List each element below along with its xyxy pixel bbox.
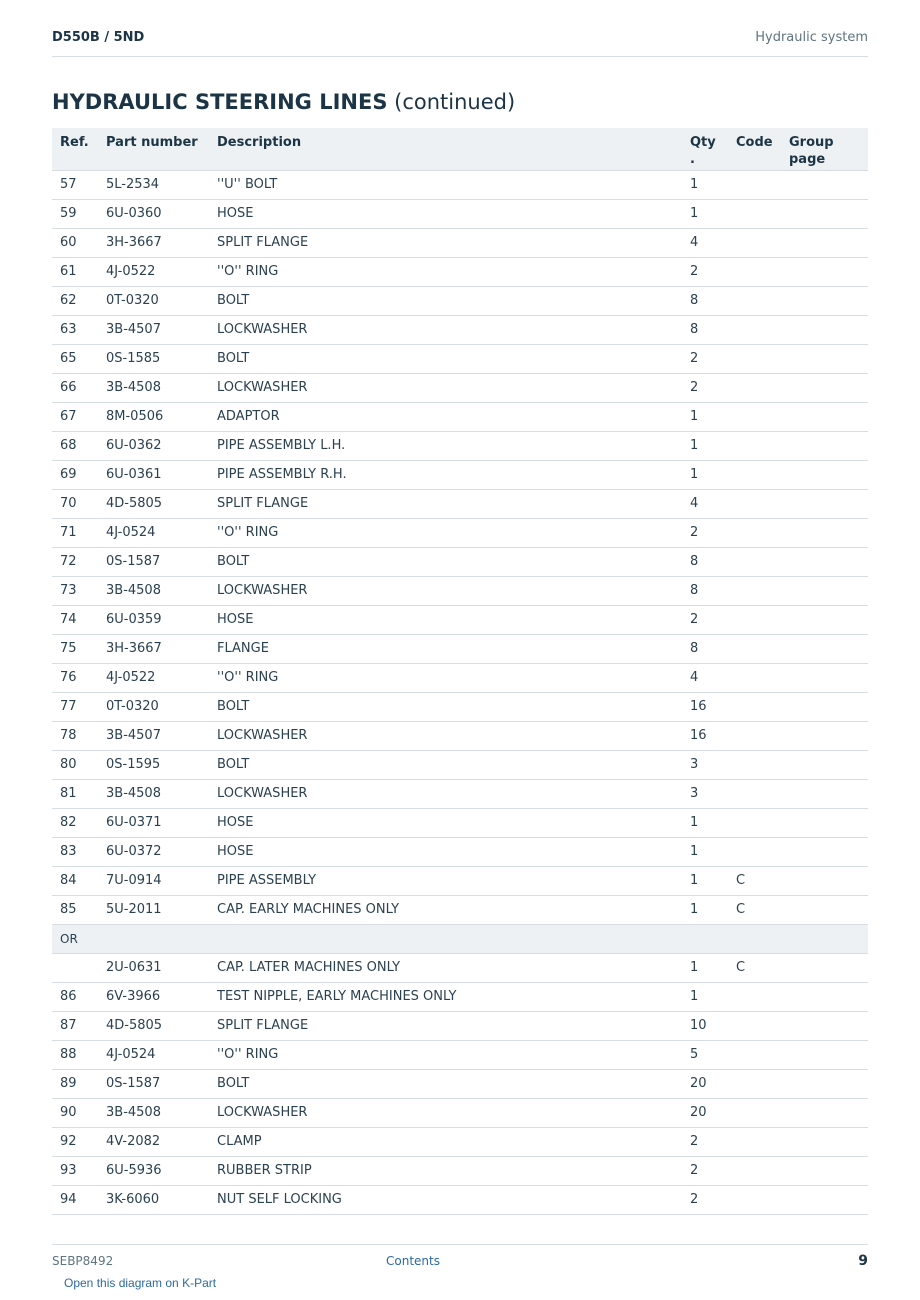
col-group-page: Group page (781, 128, 868, 170)
group-page-cell (781, 808, 868, 837)
code-cell (728, 982, 781, 1011)
code-cell (728, 605, 781, 634)
group-page-cell (781, 547, 868, 576)
table-row (52, 489, 868, 518)
table-row (52, 431, 868, 460)
code-cell (728, 373, 781, 402)
table-row (52, 779, 868, 808)
ref-cell: 68 (52, 431, 98, 460)
qty-cell: 8 (682, 547, 728, 576)
qty-cell: 3 (682, 750, 728, 779)
qty-cell: 1 (682, 837, 728, 866)
ref-cell: 83 (52, 837, 98, 866)
parts-table (52, 128, 868, 1215)
ref-cell: 90 (52, 1098, 98, 1127)
table-row (52, 663, 868, 692)
description-cell: SPLIT FLANGE (209, 1011, 682, 1040)
ref-cell: 87 (52, 1011, 98, 1040)
part-number-cell: 0S-1585 (98, 344, 209, 373)
description-cell: PIPE ASSEMBLY R.H. (209, 460, 682, 489)
part-number-cell: 0S-1595 (98, 750, 209, 779)
description-cell: BOLT (209, 286, 682, 315)
table-row (52, 315, 868, 344)
section-name: Hydraulic system (755, 30, 868, 45)
ref-cell: 67 (52, 402, 98, 431)
part-number-cell: 6V-3966 (98, 982, 209, 1011)
ref-cell: 63 (52, 315, 98, 344)
ref-cell: 69 (52, 460, 98, 489)
table-row (52, 1069, 868, 1098)
title-main: HYDRAULIC STEERING LINES (52, 90, 388, 114)
ref-cell: 80 (52, 750, 98, 779)
table-note-row (52, 924, 868, 953)
table-row (52, 634, 868, 663)
part-number-cell: 6U-0362 (98, 431, 209, 460)
description-cell: LOCKWASHER (209, 315, 682, 344)
code-cell (728, 315, 781, 344)
table-row (52, 750, 868, 779)
group-page-cell (781, 431, 868, 460)
group-page-cell (781, 953, 868, 982)
table-row (52, 953, 868, 982)
group-page-cell (781, 286, 868, 315)
part-number-cell: 0S-1587 (98, 1069, 209, 1098)
description-cell: HOSE (209, 808, 682, 837)
code-cell (728, 576, 781, 605)
qty-cell: 1 (682, 866, 728, 895)
qty-cell: 8 (682, 634, 728, 663)
ref-cell: 81 (52, 779, 98, 808)
code-cell (728, 750, 781, 779)
qty-cell: 1 (682, 808, 728, 837)
description-cell: LOCKWASHER (209, 576, 682, 605)
part-number-cell: 3B-4508 (98, 373, 209, 402)
group-page-cell (781, 1011, 868, 1040)
ref-cell: 74 (52, 605, 98, 634)
qty-cell: 4 (682, 228, 728, 257)
group-page-cell (781, 1127, 868, 1156)
qty-cell: 2 (682, 1156, 728, 1185)
description-cell: CAP. LATER MACHINES ONLY (209, 953, 682, 982)
part-number-cell: 3B-4508 (98, 1098, 209, 1127)
parts-table-header (52, 128, 868, 170)
group-page-cell (781, 895, 868, 924)
part-number-cell: 3H-3667 (98, 634, 209, 663)
kpart-diagram-link[interactable]: Open this diagram on K-Part (64, 1276, 217, 1290)
table-row (52, 1040, 868, 1069)
description-cell: ADAPTOR (209, 402, 682, 431)
code-cell (728, 1069, 781, 1098)
part-number-cell: 6U-0360 (98, 199, 209, 228)
description-cell: HOSE (209, 199, 682, 228)
page-number: 9 (858, 1253, 868, 1269)
group-page-cell (781, 344, 868, 373)
ref-cell: 93 (52, 1156, 98, 1185)
part-number-cell: 4J-0522 (98, 663, 209, 692)
table-row (52, 402, 868, 431)
col-ref: Ref. (52, 128, 98, 170)
code-cell (728, 518, 781, 547)
group-page-cell (781, 692, 868, 721)
code-cell (728, 808, 781, 837)
qty-cell: 1 (682, 199, 728, 228)
part-number-cell: 0T-0320 (98, 286, 209, 315)
group-page-cell (781, 257, 868, 286)
page-title (52, 90, 515, 114)
description-cell: BOLT (209, 750, 682, 779)
part-number-cell: 7U-0914 (98, 866, 209, 895)
code-cell: C (728, 866, 781, 895)
part-number-cell: 0T-0320 (98, 692, 209, 721)
description-cell: NUT SELF LOCKING (209, 1185, 682, 1214)
ref-cell: 72 (52, 547, 98, 576)
table-row (52, 1185, 868, 1214)
part-number-cell: 3B-4507 (98, 315, 209, 344)
part-number-cell: 3H-3667 (98, 228, 209, 257)
code-cell (728, 199, 781, 228)
description-cell: LOCKWASHER (209, 721, 682, 750)
code-cell (728, 1156, 781, 1185)
ref-cell (52, 953, 98, 982)
table-row (52, 547, 868, 576)
description-cell: BOLT (209, 547, 682, 576)
ref-cell: 94 (52, 1185, 98, 1214)
part-number-cell: 4D-5805 (98, 1011, 209, 1040)
description-cell: LOCKWASHER (209, 1098, 682, 1127)
description-cell: HOSE (209, 837, 682, 866)
qty-cell: 2 (682, 1185, 728, 1214)
part-number-cell: 4V-2082 (98, 1127, 209, 1156)
code-cell (728, 402, 781, 431)
ref-cell: 78 (52, 721, 98, 750)
group-page-cell (781, 1156, 868, 1185)
description-cell: HOSE (209, 605, 682, 634)
table-row (52, 228, 868, 257)
part-number-cell: 4D-5805 (98, 489, 209, 518)
qty-cell: 2 (682, 344, 728, 373)
qty-cell: 2 (682, 257, 728, 286)
part-number-cell: 6U-0359 (98, 605, 209, 634)
part-number-cell: 3B-4508 (98, 779, 209, 808)
qty-cell: 3 (682, 779, 728, 808)
title-suffix: (continued) (394, 90, 516, 114)
group-page-cell (781, 1098, 868, 1127)
group-page-cell (781, 315, 868, 344)
qty-cell: 4 (682, 489, 728, 518)
code-cell (728, 228, 781, 257)
description-cell: ''O'' RING (209, 257, 682, 286)
description-cell: LOCKWASHER (209, 779, 682, 808)
group-page-cell (781, 663, 868, 692)
ref-cell: 76 (52, 663, 98, 692)
parts-table-body (52, 170, 868, 1214)
qty-cell: 8 (682, 315, 728, 344)
part-number-cell: 5U-2011 (98, 895, 209, 924)
ref-cell: 89 (52, 1069, 98, 1098)
group-page-cell (781, 576, 868, 605)
group-page-cell (781, 1040, 868, 1069)
part-number-cell: 4J-0524 (98, 1040, 209, 1069)
group-page-cell (781, 750, 868, 779)
ref-cell: 77 (52, 692, 98, 721)
ref-cell: 65 (52, 344, 98, 373)
qty-cell: 1 (682, 953, 728, 982)
machine-model: D550B / 5ND (52, 30, 145, 45)
part-number-cell: 6U-0361 (98, 460, 209, 489)
group-page-cell (781, 837, 868, 866)
group-page-cell (781, 866, 868, 895)
description-cell: BOLT (209, 344, 682, 373)
group-page-cell (781, 199, 868, 228)
table-row (52, 170, 868, 199)
ref-cell: 61 (52, 257, 98, 286)
group-page-cell (781, 228, 868, 257)
code-cell (728, 663, 781, 692)
group-page-cell (781, 721, 868, 750)
group-page-cell (781, 518, 868, 547)
qty-cell: 8 (682, 286, 728, 315)
ref-cell: 66 (52, 373, 98, 402)
description-cell: RUBBER STRIP (209, 1156, 682, 1185)
table-row (52, 692, 868, 721)
code-cell (728, 1185, 781, 1214)
description-cell: CAP. EARLY MACHINES ONLY (209, 895, 682, 924)
qty-cell: 2 (682, 605, 728, 634)
table-row (52, 808, 868, 837)
part-number-cell: 4J-0524 (98, 518, 209, 547)
table-row (52, 605, 868, 634)
page-footer (52, 1244, 868, 1275)
page-header (52, 28, 868, 57)
ref-cell: 62 (52, 286, 98, 315)
qty-cell: 1 (682, 895, 728, 924)
qty-cell: 16 (682, 721, 728, 750)
part-number-cell: 0S-1587 (98, 547, 209, 576)
contents-link[interactable]: Contents (386, 1254, 440, 1268)
table-row (52, 1156, 868, 1185)
code-cell (728, 257, 781, 286)
part-number-cell: 6U-0372 (98, 837, 209, 866)
qty-cell: 10 (682, 1011, 728, 1040)
group-page-cell (781, 605, 868, 634)
code-cell (728, 431, 781, 460)
table-row (52, 1127, 868, 1156)
description-cell: SPLIT FLANGE (209, 489, 682, 518)
part-number-cell: 4J-0522 (98, 257, 209, 286)
qty-cell: 8 (682, 576, 728, 605)
description-cell: BOLT (209, 692, 682, 721)
part-number-cell: 8M-0506 (98, 402, 209, 431)
ref-cell: 71 (52, 518, 98, 547)
part-number-cell: 2U-0631 (98, 953, 209, 982)
col-qty: Qty . (682, 128, 728, 170)
part-number-cell: 6U-5936 (98, 1156, 209, 1185)
qty-cell: 4 (682, 663, 728, 692)
group-page-cell (781, 402, 868, 431)
part-number-cell: 6U-0371 (98, 808, 209, 837)
ref-cell: 75 (52, 634, 98, 663)
ref-cell: 85 (52, 895, 98, 924)
code-cell (728, 286, 781, 315)
qty-cell: 1 (682, 402, 728, 431)
description-cell: ''O'' RING (209, 663, 682, 692)
ref-cell: 70 (52, 489, 98, 518)
group-page-cell (781, 170, 868, 199)
ref-cell: 73 (52, 576, 98, 605)
code-cell (728, 170, 781, 199)
table-row (52, 982, 868, 1011)
col-code: Code (728, 128, 781, 170)
code-cell (728, 721, 781, 750)
code-cell (728, 460, 781, 489)
description-cell: PIPE ASSEMBLY L.H. (209, 431, 682, 460)
code-cell: C (728, 953, 781, 982)
table-row (52, 721, 868, 750)
description-cell: PIPE ASSEMBLY (209, 866, 682, 895)
ref-cell: 60 (52, 228, 98, 257)
qty-cell: 16 (682, 692, 728, 721)
code-cell (728, 547, 781, 576)
table-row (52, 866, 868, 895)
group-page-cell (781, 1069, 868, 1098)
group-page-cell (781, 634, 868, 663)
description-cell: ''O'' RING (209, 1040, 682, 1069)
part-number-cell: 3B-4508 (98, 576, 209, 605)
ref-cell: 84 (52, 866, 98, 895)
group-page-cell (781, 982, 868, 1011)
qty-cell: 20 (682, 1069, 728, 1098)
description-cell: CLAMP (209, 1127, 682, 1156)
qty-cell: 1 (682, 431, 728, 460)
description-cell: ''O'' RING (209, 518, 682, 547)
qty-cell: 2 (682, 373, 728, 402)
description-cell: BOLT (209, 1069, 682, 1098)
code-cell (728, 489, 781, 518)
description-cell: FLANGE (209, 634, 682, 663)
document-id: SEBP8492 (52, 1254, 114, 1268)
qty-cell: 5 (682, 1040, 728, 1069)
code-cell (728, 634, 781, 663)
qty-cell: 1 (682, 170, 728, 199)
table-row (52, 373, 868, 402)
table-row (52, 895, 868, 924)
group-page-cell (781, 489, 868, 518)
code-cell (728, 837, 781, 866)
qty-cell: 1 (682, 460, 728, 489)
group-page-cell (781, 1185, 868, 1214)
code-cell (728, 344, 781, 373)
code-cell (728, 1011, 781, 1040)
table-row (52, 837, 868, 866)
part-number-cell: 3K-6060 (98, 1185, 209, 1214)
ref-cell: 57 (52, 170, 98, 199)
qty-cell: 20 (682, 1098, 728, 1127)
table-row (52, 1098, 868, 1127)
table-row (52, 286, 868, 315)
col-part-number: Part number (98, 128, 209, 170)
ref-cell: 82 (52, 808, 98, 837)
part-number-cell: 3B-4507 (98, 721, 209, 750)
code-cell (728, 779, 781, 808)
table-row (52, 344, 868, 373)
description-cell: LOCKWASHER (209, 373, 682, 402)
qty-cell: 2 (682, 1127, 728, 1156)
description-cell: SPLIT FLANGE (209, 228, 682, 257)
table-row (52, 576, 868, 605)
qty-cell: 2 (682, 518, 728, 547)
code-cell: C (728, 895, 781, 924)
group-page-cell (781, 373, 868, 402)
part-number-cell: 5L-2534 (98, 170, 209, 199)
code-cell (728, 1040, 781, 1069)
col-description: Description (209, 128, 682, 170)
ref-cell: 92 (52, 1127, 98, 1156)
code-cell (728, 1098, 781, 1127)
table-row (52, 199, 868, 228)
ref-cell: 86 (52, 982, 98, 1011)
table-row (52, 460, 868, 489)
note-cell: OR (52, 924, 868, 953)
ref-cell: 88 (52, 1040, 98, 1069)
group-page-cell (781, 460, 868, 489)
group-page-cell (781, 779, 868, 808)
ref-cell: 59 (52, 199, 98, 228)
qty-cell: 1 (682, 982, 728, 1011)
description-cell: TEST NIPPLE, EARLY MACHINES ONLY (209, 982, 682, 1011)
table-row (52, 518, 868, 547)
code-cell (728, 1127, 781, 1156)
code-cell (728, 692, 781, 721)
description-cell: ''U'' BOLT (209, 170, 682, 199)
table-row (52, 1011, 868, 1040)
table-row (52, 257, 868, 286)
